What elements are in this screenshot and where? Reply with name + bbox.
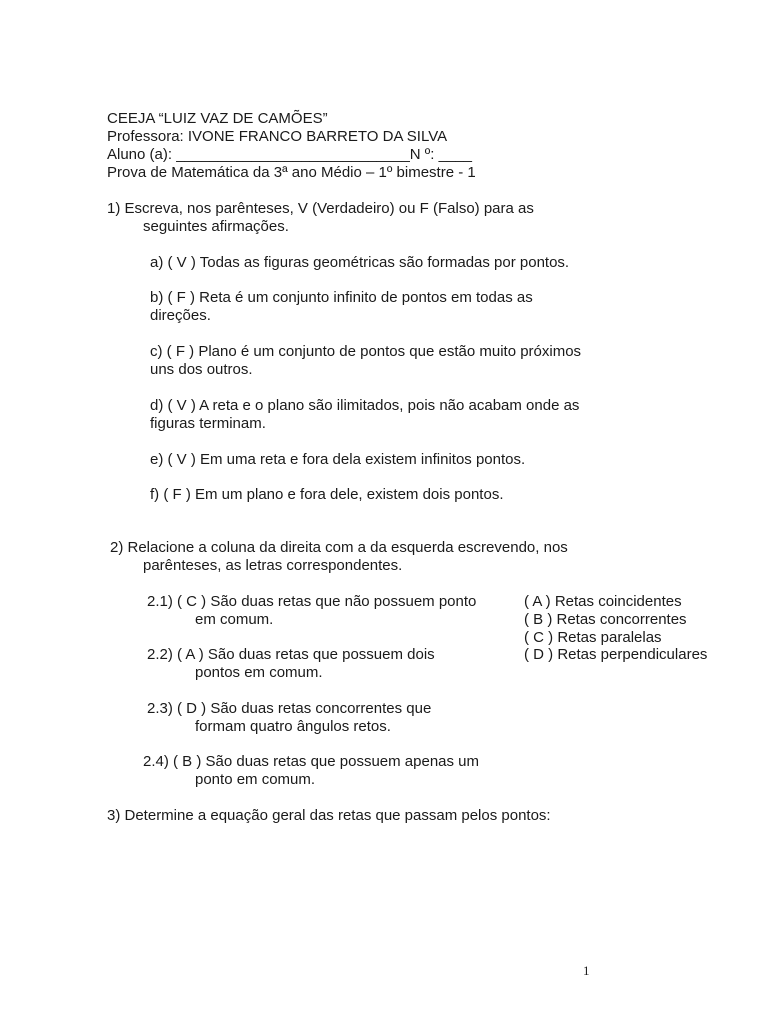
q2-item-2-line1: 2.2) ( A ) São duas retas que possuem dois [147,646,435,663]
q1-item-d-line2: figuras terminam. [150,415,266,432]
q2-prompt-line1: 2) Relacione a coluna da direita com a da esquerda escrevendo, nos [110,539,568,556]
q1-item-a: a) ( V ) Todas as figuras geométricas são formadas por pontos. [150,254,570,271]
q1-item-f: f) ( F ) Em um plano e fora dele, existem dois pontos. [150,486,504,503]
q1-prompt-line2: seguintes afirmações. [143,218,289,235]
q2-item-3-line2: formam quatro ângulos retos. [195,718,391,735]
teacher-name: Professora: IVONE FRANCO BARRETO DA SILVA [107,128,448,145]
q2-item-3-line1: 2.3) ( D ) São duas retas concorrentes que [147,700,432,717]
student-line: Aluno (a): ____________________________N º: ____ [107,146,472,163]
q2-option-b: ( B ) Retas concorrentes [524,611,687,628]
q1-item-d-line1: d) ( V ) A reta e o plano são ilimitados, pois não acabam onde as [150,397,580,414]
page-number: 1 [583,963,590,978]
q2-item-4-line2: ponto em comum. [195,771,316,788]
q1-item-b-line1: b) ( F ) Reta é um conjunto infinito de pontos em todas as [150,289,533,306]
q2-item-1-line1: 2.1) ( C ) São duas retas que não possuem ponto [147,593,477,610]
q1-item-b-line2: direções. [150,307,211,324]
q2-option-c: ( C ) Retas paralelas [524,629,662,646]
q1-prompt-line1: 1) Escreva, nos parênteses, V (Verdadeiro) ou F (Falso) para as [107,200,534,217]
q1-item-e: e) ( V ) Em uma reta e fora dela existem infinitos pontos. [150,451,526,468]
q2-prompt-line2: parênteses, as letras correspondentes. [143,557,403,574]
school-name: CEEJA “LUIZ VAZ DE CAMÕES” [107,110,328,127]
q2-option-d: ( D ) Retas perpendiculares [524,646,708,663]
q3-prompt: 3) Determine a equação geral das retas que passam pelos pontos: [107,807,551,824]
q1-item-c-line2: uns dos outros. [150,361,253,378]
q2-item-4-line1: 2.4) ( B ) São duas retas que possuem apenas um [143,753,480,770]
q2-option-a: ( A ) Retas coincidentes [524,593,682,610]
exam-title: Prova de Matemática da 3ª ano Médio – 1º bimestre - 1 [107,164,476,181]
q2-item-1-line2: em comum. [195,611,274,628]
q2-item-2-line2: pontos em comum. [195,664,323,681]
q1-item-c-line1: c) ( F ) Plano é um conjunto de pontos que estão muito próximos [150,343,582,360]
